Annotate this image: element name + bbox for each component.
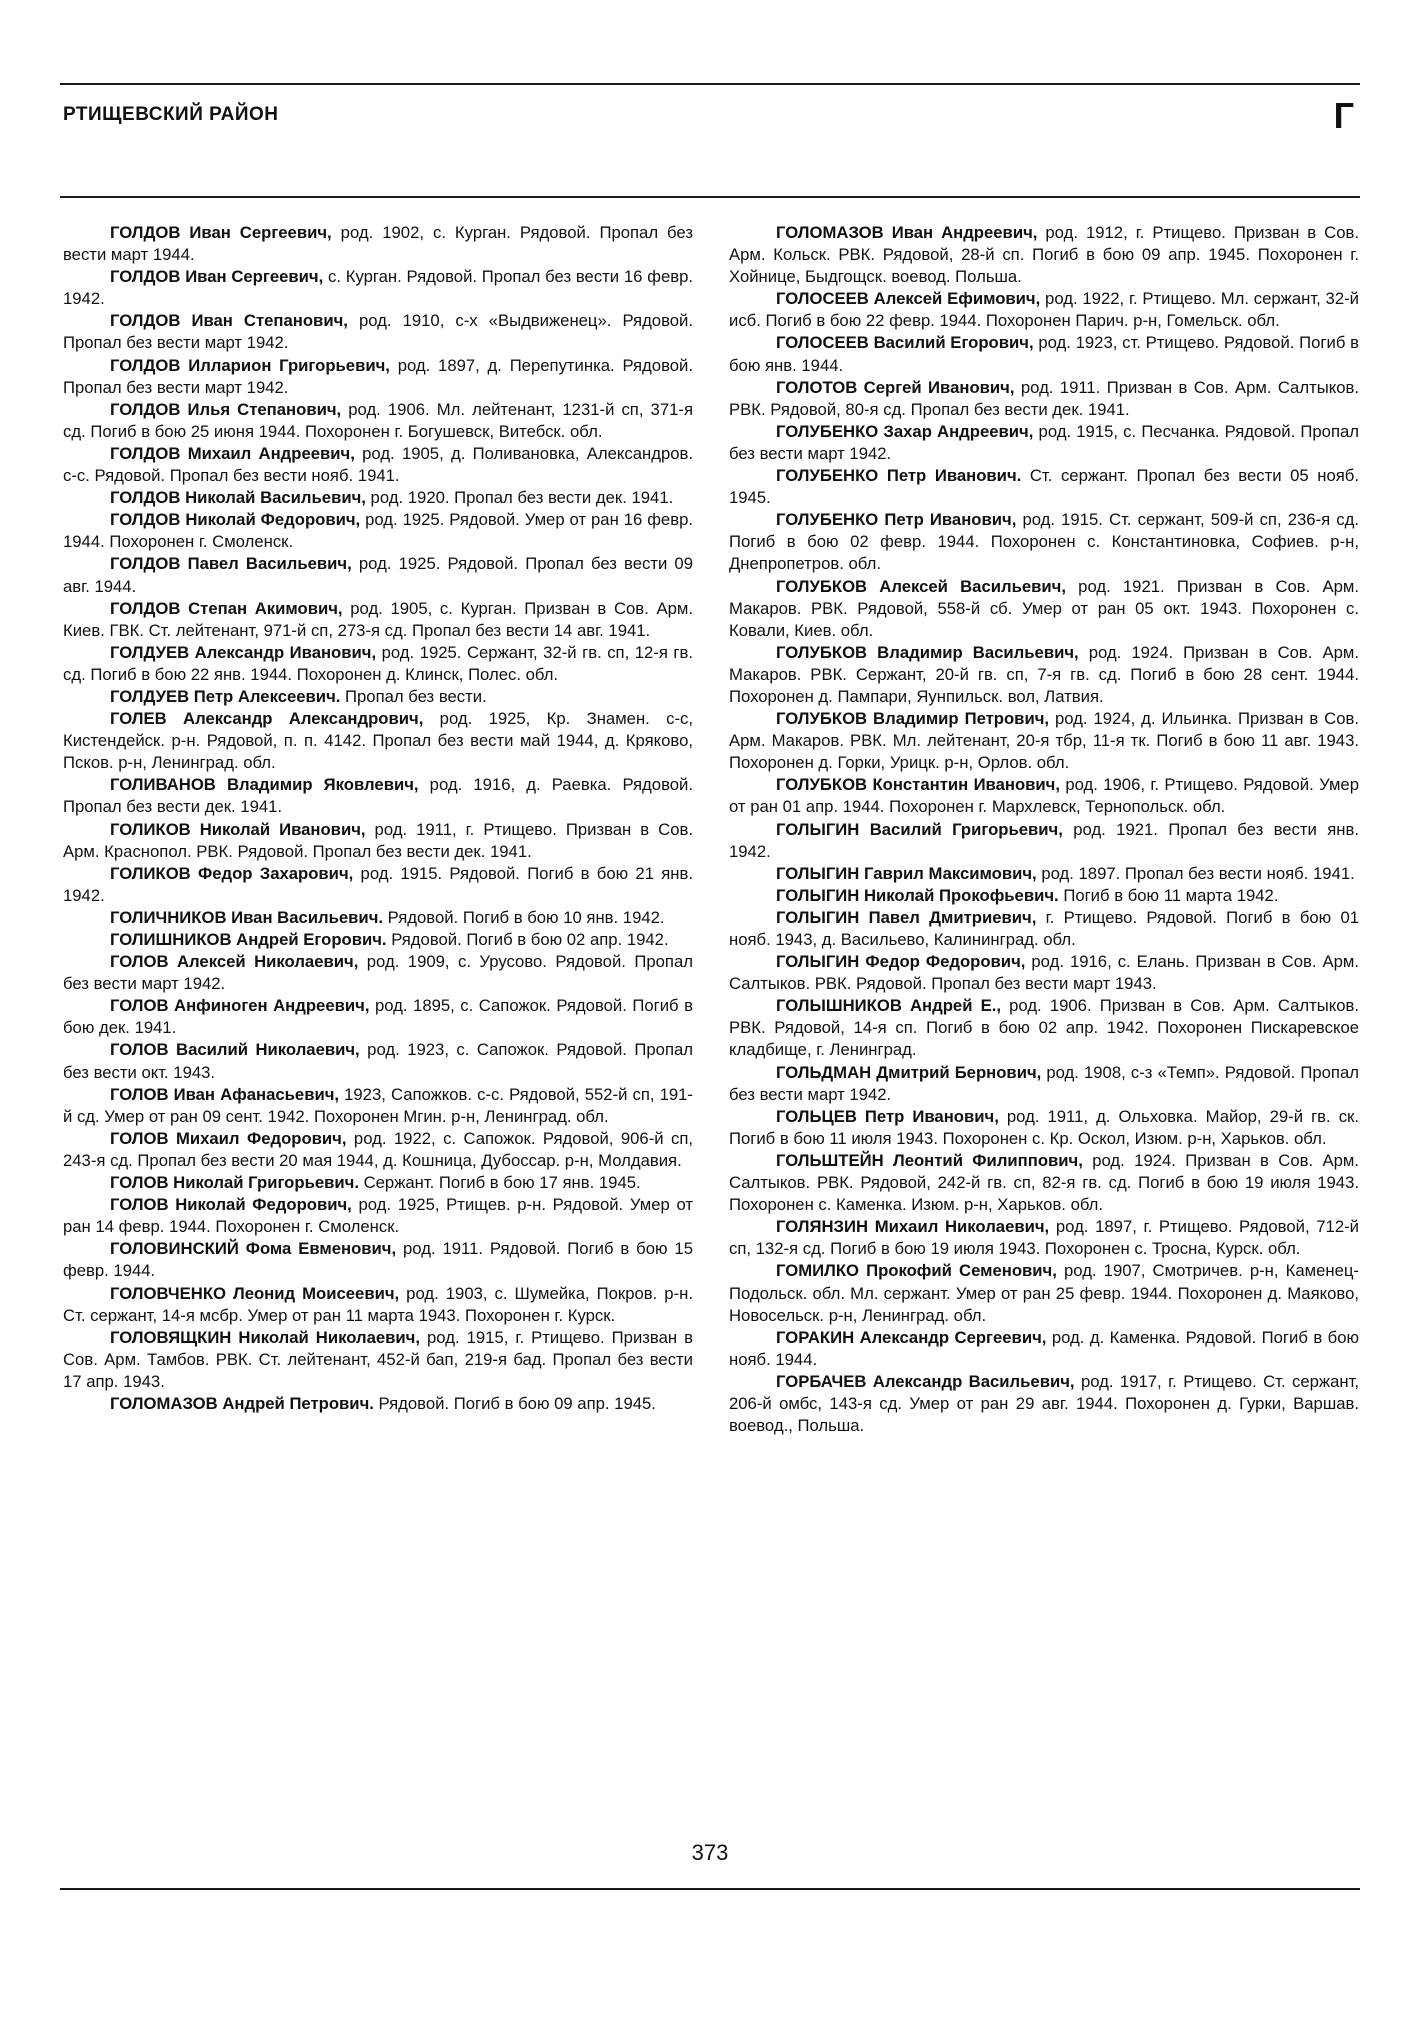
entry <box>729 1062 1359 1106</box>
entry-details: род. 1924, д. Ильинка. Призван в Сов. Арм. Макаров. РВК. Мл. лейтенант, 20-я тбр, 11-я тк. Погиб в бою 11 авг. 1943. Похоронен д. Горки, Урицк. р-н, Орлов. обл. <box>729 709 1359 773</box>
entry <box>729 708 1359 774</box>
entry-name: ГОЛДОВ Степан Акимович, <box>110 598 343 618</box>
entry-name: ГОЛОТОВ Сергей Иванович, <box>776 377 1015 397</box>
entry <box>63 310 693 354</box>
entry-details: род. 1924. Призван в Сов. Арм. Макаров. РВК. Сержант, 20-й гв. сп, 7-я гв. сд. Погиб в бою 28 сент. 1944. Похоронен д. Пампари, Яунпильск. вол, Латвия. <box>729 642 1360 706</box>
entry-details: род. 1925. Рядовой. Умер от ран 16 февр. 1944. Похоронен г. Смоленск. <box>63 510 693 552</box>
entry <box>729 1106 1359 1150</box>
entry <box>63 819 693 863</box>
entry <box>729 1260 1359 1326</box>
entry-name: ГОЛДОВ Николай Федорович, <box>110 510 361 530</box>
entry-name: ГОЛИШНИКОВ Андрей Егорович. <box>110 930 387 949</box>
entry-details: род. 1915. Рядовой. Погиб в бою 21 янв. 1942. <box>63 863 693 905</box>
entry-details: род. 1911. Рядовой. Погиб в бою 15 февр. 1944. <box>63 1239 693 1281</box>
entry-details: Рядовой. Погиб в бою 02 апр. 1942. <box>386 930 669 949</box>
entry <box>63 1084 693 1128</box>
entry <box>63 1172 693 1194</box>
entry <box>63 1238 693 1282</box>
entry-details: род. 1925. Рядовой. Пропал без вести 09 авг. 1944. <box>63 554 693 596</box>
entry-name: ГОЛЕВ Александр Александрович, <box>110 709 424 729</box>
entry <box>729 995 1359 1061</box>
entry <box>729 907 1359 951</box>
entry-details: род. 1922, с. Сапожок. Рядовой, 906-й сп, 243-я сд. Пропал без вести 20 мая 1944, д. Кошница, Дубоссар. р-н, Молдавия. <box>63 1128 694 1170</box>
entry <box>63 355 693 399</box>
entry <box>63 443 693 487</box>
entry-name: ГОЛДОВ Павел Васильевич, <box>110 554 352 574</box>
entry-details: род. 1925, Кр. Знамен. с-с, Кистендейск. р-н. Рядовой, п. п. 4142. Пропал без вести май 1944, д. Кряково, Псков. р-н, Ленинград. обл. <box>63 709 694 773</box>
entry-name: ГОЛОВЯЩКИН Николай Николаевич, <box>110 1327 420 1347</box>
entry <box>729 863 1359 885</box>
entry-name: ГОЛОВ Иван Афанасьевич, <box>110 1084 340 1104</box>
entry <box>729 377 1359 421</box>
page-number: 373 <box>691 1840 729 1865</box>
entry <box>63 642 693 686</box>
entry <box>729 642 1359 708</box>
entry <box>63 553 693 597</box>
entry <box>63 907 693 929</box>
header-rule <box>60 196 1360 198</box>
entry-name: ГОЛОВ Василий Николаевич, <box>110 1040 360 1060</box>
entry-name: ГОЛЫГИН Федор Федорович, <box>776 952 1026 972</box>
entry-name: ГОЛОСЕЕВ Василий Егорович, <box>776 333 1034 353</box>
entry-name: ГОЛДОВ Иван Сергеевич, <box>110 223 332 242</box>
entry <box>729 509 1359 575</box>
entry-details: Сержант. Погиб в бою 17 янв. 1945. <box>358 1173 641 1193</box>
entry-name: ГОЛОВ Анфиноген Андреевич, <box>110 996 370 1016</box>
entry <box>63 774 693 818</box>
entry-details: род. 1925, Ртищев. р-н. Рядовой. Умер от ран 14 февр. 1944. Похоронен г. Смоленск. <box>63 1195 693 1237</box>
entry-name: ГОЛЬДМАН Дмитрий Бернович, <box>776 1062 1042 1082</box>
entry-details: род. 1897. Пропал без вести нояб. 1941. <box>1036 863 1355 883</box>
entry <box>63 598 693 642</box>
entry <box>63 951 693 995</box>
entry-name: ГОЛОСЕЕВ Алексей Ефимович, <box>776 289 1041 309</box>
entry <box>729 951 1359 995</box>
entry <box>63 708 693 774</box>
entry-name: ГОЛОВ Николай Григорьевич. <box>110 1173 359 1193</box>
entry <box>729 465 1359 509</box>
entry-name: ГОЛДОВ Николай Васильевич, <box>110 488 366 508</box>
entry-details: род. 1925. Сержант, 32-й гв. сп, 12-я гв. сд. Погиб в бою 22 янв. 1944. Похоронен д. Клинск, Полес. обл. <box>63 642 693 684</box>
entry <box>729 421 1359 465</box>
entry-details: род. 1916, д. Раевка. Рядовой. Пропал без вести дек. 1941. <box>63 775 693 817</box>
entry-details: род. 1912, г. Ртищево. Призван в Сов. Арм. Кольск. РВК. Рядовой, 28-й сп. Погиб в бою 09 апр. 1945. Похоронен г. Хойнице, Быдгощск. воевод. Польша. <box>729 223 1359 287</box>
entry-name: ГОЛУБКОВ Алексей Васильевич, <box>776 576 1066 596</box>
entry-name: ГОЛОВ Михаил Федорович, <box>110 1128 347 1148</box>
entry-details: 1923, Сапожков. с-с. Рядовой, 552-й сп, 191-й сд. Умер от ран 09 сент. 1942. Похоронен Мгин. р-н, Ленинград. обл. <box>63 1084 693 1126</box>
entry-name: ГОЛУБКОВ Владимир Васильевич, <box>776 642 1079 662</box>
entry <box>729 1216 1359 1260</box>
entry-name: ГОРАКИН Александр Сергеевич, <box>776 1327 1047 1347</box>
entry <box>729 222 1359 288</box>
entry-details: Пропал без вести. <box>340 686 487 706</box>
entry <box>729 1371 1359 1437</box>
entry-name: ГОЛЫГИН Гаврил Максимович, <box>776 863 1037 883</box>
right-column <box>729 222 1359 1437</box>
entry <box>63 1283 693 1327</box>
entry-details: род. 1905, д. Поливановка, Александров. с-с. Рядовой. Пропал без вести нояб. 1941. <box>63 443 694 486</box>
entry-details: Рядовой. Погиб в бою 10 янв. 1942. <box>383 907 665 927</box>
entry <box>63 1128 693 1172</box>
left-column <box>63 222 693 1415</box>
entry-details: род. 1903, с. Шумейка, Покров. р-н. Ст. сержант, 14-я мсбр. Умер от ран 11 марта 1943. Похоронен г. Курск. <box>63 1283 693 1325</box>
running-header-letter: Г <box>1333 95 1354 136</box>
entry-name: ГОЛДОВ Илларион Григорьевич, <box>110 355 390 375</box>
entry-details: род. 1916, с. Елань. Призван в Сов. Арм. Салтыков. РВК. Рядовой. Пропал без вести март 1943. <box>729 952 1359 994</box>
entry <box>63 929 693 951</box>
entry-name: ГОЛОВЧЕНКО Леонид Моисеевич, <box>110 1283 400 1303</box>
entry <box>63 863 693 907</box>
entry-details: род. д. Каменка. Рядовой. Погиб в бою нояб. 1944. <box>729 1327 1359 1369</box>
entry-name: ГОМИЛКО Прокофий Семенович, <box>776 1261 1057 1281</box>
entry <box>63 1039 693 1083</box>
entry <box>63 399 693 443</box>
entry-details: г. Ртищево. Рядовой. Погиб в бою 01 нояб. 1943, д. Васильево, Калининград. обл. <box>729 907 1359 949</box>
entry-details: род. 1902, с. Курган. Рядовой. Пропал без вести март 1944. <box>63 223 693 265</box>
entry-name: ГОЛУБЕНКО Петр Иванович, <box>776 510 1017 530</box>
entry <box>63 1327 693 1393</box>
entry <box>729 1327 1359 1371</box>
entry-name: ГОЛЫГИН Василий Григорьевич, <box>776 819 1063 839</box>
entry-name: ГОЛЬШТЕЙН Леонтий Филиппович, <box>776 1150 1083 1170</box>
entry-name: ГОЛОВИНСКИЙ Фома Евменович, <box>110 1239 397 1259</box>
entry <box>63 995 693 1039</box>
entry-details: род. 1911. Призван в Сов. Арм. Салтыков. РВК. Рядовой, 80-я сд. Пропал без вести дек. 1941. <box>729 377 1359 419</box>
entry-name: ГОЛОВ Алексей Николаевич, <box>110 952 359 972</box>
entry-name: ГОЛОМАЗОВ Иван Андреевич, <box>776 223 1038 242</box>
entry-details: род. 1915. Ст. сержант, 509-й сп, 236-я сд. Погиб в бою 02 февр. 1944. Похоронен с. Константиновка, Софиев. р-н, Днепропетров. обл. <box>729 510 1359 574</box>
entry-details: род. 1920. Пропал без вести дек. 1941. <box>365 488 674 508</box>
entry-details: род. 1895, с. Сапожок. Рядовой. Погиб в бою дек. 1941. <box>63 996 693 1038</box>
entry-name: ГОРБАЧЕВ Александр Васильевич, <box>776 1371 1075 1391</box>
entry-name: ГОЛИВАНОВ Владимир Яковлевич, <box>110 775 419 795</box>
entry-name: ГОЛЫГИН Павел Дмитриевич, <box>776 907 1037 927</box>
entry-name: ГОЛДОВ Иван Степанович, <box>110 311 348 331</box>
entry-details: род. 1915, с. Песчанка. Рядовой. Пропал без вести март 1942. <box>729 421 1359 463</box>
entry-name: ГОЛОМАЗОВ Андрей Петрович. <box>110 1393 374 1413</box>
entry-name: ГОЛОВ Николай Федорович, <box>110 1195 352 1215</box>
entry-name: ГОЛДОВ Илья Степанович, <box>110 399 342 419</box>
entry-name: ГОЛДОВ Михаил Андреевич, <box>110 443 355 463</box>
entry <box>63 487 693 509</box>
entry <box>63 1194 693 1238</box>
entry-details: род. 1921. Пропал без вести янв. 1942. <box>729 819 1359 861</box>
top-rule <box>60 83 1360 85</box>
entry <box>729 819 1359 863</box>
entry <box>729 885 1359 907</box>
entry-details: Погиб в бою 11 марта 1942. <box>1058 885 1279 905</box>
entry-details: род. 1909, с. Урусово. Рядовой. Пропал без вести март 1942. <box>63 952 693 994</box>
entry-name: ГОЛИКОВ Федор Захарович, <box>110 863 354 883</box>
entry <box>63 266 693 310</box>
entry-details: род. 1905, с. Курган. Призван в Сов. Арм. Киев. ГВК. Ст. лейтенант, 971-й сп, 273-я сд. Пропал без вести 14 авг. 1941. <box>63 598 693 640</box>
entry-name: ГОЛЯНЗИН Михаил Николаевич, <box>776 1217 1050 1237</box>
entry-name: ГОЛЫГИН Николай Прокофьевич. <box>776 885 1059 905</box>
entry <box>63 222 693 266</box>
entry <box>729 774 1359 818</box>
entry-name: ГОЛУБЕНКО Захар Андреевич, <box>776 421 1034 441</box>
entry-name: ГОЛЫШНИКОВ Андрей Е., <box>776 996 1001 1016</box>
entry-name: ГОЛДУЕВ Петр Алексеевич. <box>110 686 341 706</box>
entry <box>729 1150 1359 1216</box>
entry-details: род. 1922, г. Ртищево. Мл. сержант, 32-й исб. Погиб в бою 22 февр. 1944. Похоронен Парич. р-н, Гомельск. обл. <box>729 289 1359 331</box>
entry-details: род. 1917, г. Ртищево. Ст. сержант, 206-й омбс, 143-я сд. Умер от ран 29 авг. 1944. Похоронен д. Гурки, Варшав. воевод., Польша. <box>729 1371 1359 1436</box>
entry-name: ГОЛУБКОВ Константин Иванович, <box>776 775 1060 795</box>
entry-details: род. 1897, д. Перепутинка. Рядовой. Пропал без вести март 1942. <box>63 355 693 397</box>
entry <box>63 509 693 553</box>
entry-details: род. 1923, ст. Ртищево. Рядовой. Погиб в бою янв. 1944. <box>729 333 1359 375</box>
entry <box>729 288 1359 332</box>
entry-name: ГОЛДОВ Иван Сергеевич, <box>110 267 324 287</box>
entry-details: род. 1923, с. Сапожок. Рядовой. Пропал без вести окт. 1943. <box>63 1040 694 1082</box>
entry-details: Рядовой. Погиб в бою 09 апр. 1945. <box>373 1393 656 1413</box>
entry-name: ГОЛУБКОВ Владимир Петрович, <box>776 709 1050 729</box>
entry-details: род. 1906, г. Ртищево. Рядовой. Умер от ран 01 апр. 1944. Похоронен г. Мархлевск, Тернопольск. обл. <box>729 775 1359 817</box>
entry <box>729 576 1359 642</box>
entry-details: род. 1911, д. Ольховка. Майор, 29-й гв. ск. Погиб в бою 11 июля 1943. Похоронен с. Кр. Оскол, Изюм. р-н, Харьков. обл. <box>729 1106 1359 1148</box>
entry-details: род. 1897, г. Ртищево. Рядовой, 712-й сп, 132-я сд. Погиб в бою 19 июля 1943. Похоронен с. Тросна, Курск. обл. <box>729 1217 1359 1259</box>
entry-name: ГОЛЬЦЕВ Петр Иванович, <box>776 1106 999 1126</box>
bottom-rule <box>60 1888 1360 1890</box>
entry-name: ГОЛДУЕВ Александр Иванович, <box>110 642 377 662</box>
entry-details: Ст. сержант. Пропал без вести 05 нояб. 1945. <box>729 466 1360 508</box>
entry-details: род. 1911, г. Ртищево. Призван в Сов. Арм. Краснопол. РВК. Рядовой. Пропал без вести дек. 1941. <box>63 819 693 861</box>
entry-details: род. 1907, Смотричев. р-н, Каменец-Подольск. обл. Мл. сержант. Умер от ран 25 февр. 1944. Похоронен д. Маяково, Новосельск. р-н, Ленинград. обл. <box>729 1261 1359 1325</box>
entry-details: род. 1906. Призван в Сов. Арм. Салтыков. РВК. Рядовой, 14-я сп. Погиб в бою 02 апр. 1942. Похоронен Пискаревское кладбище, г. Ленинград. <box>729 996 1360 1060</box>
entry-details: род. 1921. Призван в Сов. Арм. Макаров. РВК. Рядовой, 558-й сб. Умер от ран 05 окт. 1943. Похоронен с. Ковали, Киев. обл. <box>729 576 1359 640</box>
entry-details: род. 1924. Призван в Сов. Арм. Салтыков. РВК. Рядовой, 242-й гв. сп, 82-я гв. сд. Погиб в бою 19 июля 1943. Похоронен с. Каменка. Изюм. р-н, Харьков. обл. <box>729 1150 1359 1215</box>
entry-details: род. 1915, г. Ртищево. Призван в Сов. Арм. Тамбов. РВК. Ст. лейтенант, 452-й бап, 219-я бад. Пропал без вести 17 апр. 1943. <box>63 1327 693 1391</box>
running-header-district: РТИЩЕВСКИЙ РАЙОН <box>63 104 279 125</box>
entry-name: ГОЛУБЕНКО Петр Иванович. <box>776 466 1022 486</box>
entry-details: род. 1906. Мл. лейтенант, 1231-й сп, 371-я сд. Погиб в бою 25 июня 1944. Похоронен г. Богушевск, Витебск. обл. <box>63 399 693 441</box>
entry-details: с. Курган. Рядовой. Пропал без вести 16 февр. 1942. <box>63 267 694 309</box>
entry-name: ГОЛИКОВ Николай Иванович, <box>110 819 366 839</box>
entry <box>63 686 693 708</box>
entry-details: род. 1910, с-х «Выдвиженец». Рядовой. Пропал без вести март 1942. <box>63 311 694 353</box>
entry <box>729 332 1359 376</box>
entry <box>63 1393 693 1415</box>
entry-details: род. 1908, с-з «Темп». Рядовой. Пропал без вести март 1942. <box>729 1062 1359 1104</box>
entry-name: ГОЛИЧНИКОВ Иван Васильевич. <box>110 907 384 927</box>
